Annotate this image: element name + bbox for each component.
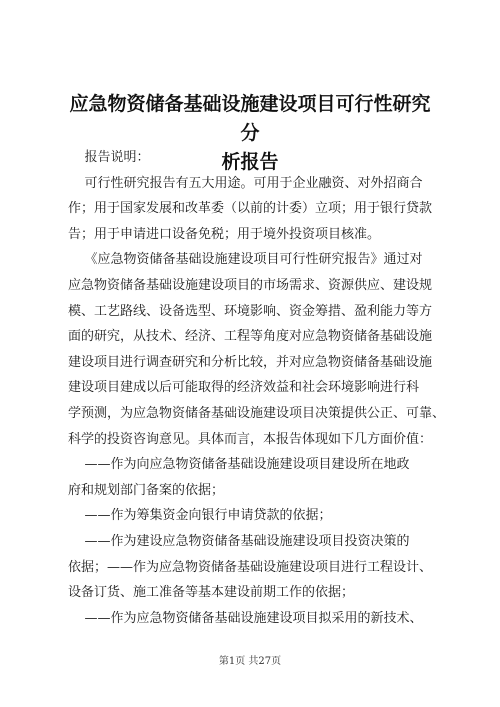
body-line: 作；用于国家发展和改革委（以前的计委）立项；用于银行贷款 xyxy=(68,201,433,217)
body-line: 依据；——作为应急物资储备基础设施建设项目进行工程设计、 xyxy=(68,559,433,575)
body-line: 学预测，为应急物资储备基础设施建设项目决策提供公正、可靠、 xyxy=(68,405,446,421)
body-line: 府和规划部门备案的依据； xyxy=(68,482,225,498)
body-line: 应急物资储备基础设施建设项目的市场需求、资源供应、建设规 xyxy=(68,277,433,293)
body-line: ——作为向应急物资储备基础设施建设项目建设所在地政 xyxy=(68,457,410,473)
title-line: 应急物资储备基础设施建设项目可行性研究分 xyxy=(69,93,431,144)
body-line: 可行性研究报告有五大用途。可用于企业融资、对外招商合 xyxy=(68,175,423,191)
document-body xyxy=(68,145,446,631)
body-line: 设备订货、施工准备等基本建设前期工作的依据； xyxy=(68,585,355,601)
title-line: 析报告 xyxy=(221,151,279,173)
body-line: 建设项目建成以后可能取得的经济效益和社会环境影响进行科 xyxy=(68,380,420,396)
body-line: 模、工艺路线、设备选型、环境影响、资金筹措、盈利能力等方 xyxy=(68,303,433,319)
body-line: ——作为建设应急物资储备基础设施建设项目投资决策的 xyxy=(68,533,410,549)
body-line: 建设项目进行调查研究和分析比较，并对应急物资储备基础设施 xyxy=(68,354,433,370)
body-line: ——作为筹集资金向银行申请贷款的依据； xyxy=(68,508,332,524)
body-line: 《应急物资储备基础设施建设项目可行性研究报告》通过对 xyxy=(68,252,423,268)
body-line: 告；用于申请进口设备免税；用于境外投资项目核准。 xyxy=(68,226,381,242)
body-line: 科学的投资咨询意见。具体而言，本报告体现如下几方面价值： xyxy=(68,431,433,447)
page-footer: 第1页 共27页 xyxy=(218,656,282,667)
body-line: 面的研究，从技术、经济、工程等角度对应急物资储备基础设施 xyxy=(68,329,433,345)
body-line: 报告说明： xyxy=(68,150,150,165)
body-line: ——作为应急物资储备基础设施建设项目拟采用的新技术、 xyxy=(68,610,423,626)
